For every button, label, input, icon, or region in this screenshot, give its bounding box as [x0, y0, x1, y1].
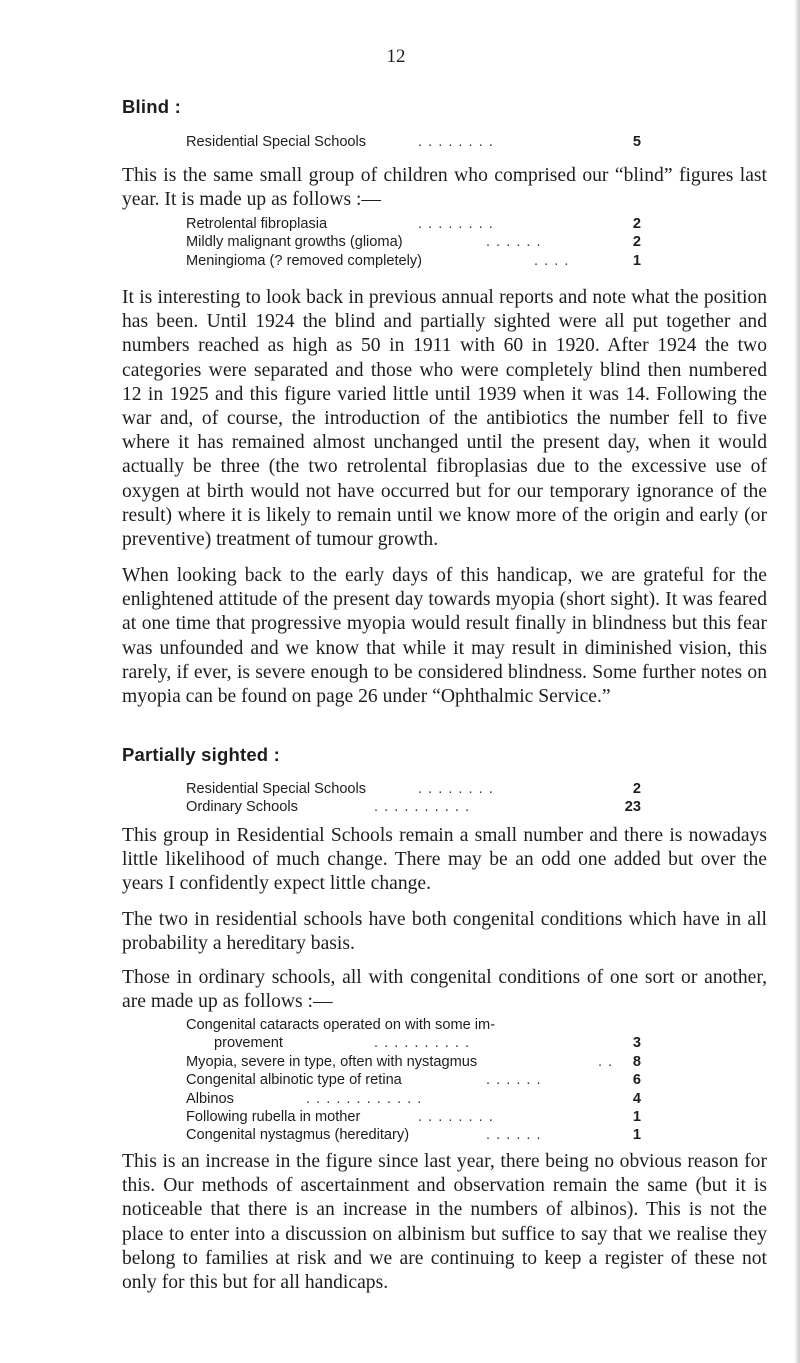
paragraph-intro: This is the same small group of children who comprised our “blind” figures last year. It is made up as follows :—: [122, 165, 767, 211]
row-label: Myopia, severe in type, often with nystagmus: [186, 1053, 478, 1070]
row-value: 23: [624, 799, 641, 816]
table-row: [186, 1071, 641, 1089]
row-label: Congenital nystagmus (hereditary): [186, 1127, 410, 1144]
row-value: 3: [632, 1035, 641, 1052]
table-row: [186, 1108, 641, 1126]
paragraph-history: It is interesting to look back in previous annual reports and note what the position has been. Until 1924 the blind and partially sighted were all put together and numbers reached as high as 50 in 1911 with 60 in 1920. After 1924 the two categories were separated and those who were completely blind then numbered 12 in 1925 and this figure varied little until 1939 when it was 14. Following the war and, of course, the introduction of the antibiotics the number fell to five where it has remained almost unchanged until the present day, when it would actually be three (the two retrolental fibroplasias due to the excessive use of oxygen at birth would not have occurred but for our temporary ignorance of the result) where it is likely to remain until we know more of the origin and early (or preventive) treatment of tumour growth.: [122, 287, 767, 551]
section-heading-blind: Blind :: [122, 96, 181, 117]
row-label: Mildly malignant growths (glioma): [186, 234, 403, 251]
row-label: Meningioma (? removed completely): [186, 252, 423, 269]
leader-dots: . .: [598, 1053, 614, 1070]
blind-residential-table: [186, 133, 641, 151]
leader-dots: . . . .: [534, 252, 570, 269]
leader-dots: . . . . . . . .: [418, 134, 494, 150]
row-value: 5: [632, 134, 641, 150]
leader-dots: . . . . . .: [486, 1072, 542, 1089]
row-value: 6: [632, 1072, 641, 1089]
table-row: [186, 1126, 641, 1144]
leader-dots: . . . . . .: [486, 234, 542, 251]
paragraph-residential: This group in Residential Schools remain a small number and there is nowadays little likelihood of much change. There may be an odd one added but over the years I confidently expect little change.: [122, 825, 767, 895]
table-row: [186, 1034, 641, 1052]
row-label: Congenital cataracts operated on with some im-: [186, 1017, 496, 1033]
table-row: [186, 1016, 641, 1034]
leader-dots: . . . . . . . .: [418, 216, 494, 232]
row-value: 2: [632, 216, 641, 232]
table-row: [186, 1053, 641, 1071]
table-row: [186, 233, 641, 251]
row-value: 8: [632, 1053, 641, 1070]
table-row: [186, 780, 641, 798]
leader-dots: . . . . . . . . . .: [374, 799, 471, 816]
leader-dots: . . . . . . . .: [418, 781, 494, 797]
row-label: Residential Special Schools: [186, 134, 367, 150]
table-row: [186, 252, 641, 270]
row-label: Albinos: [186, 1090, 234, 1107]
leader-dots: . . . . . . . . . .: [374, 1035, 471, 1052]
row-label: Retrolental fibroplasia: [186, 216, 328, 232]
row-label: Residential Special Schools: [186, 781, 367, 797]
paragraph-increase: This is an increase in the figure since last year, there being no obvious reason for this. Our methods of ascertainment and observation remain the same (but it is noticeable that there is an increase in the numbers of albinos). This is not the place to enter into a discussion on albinism but suffice to say that we realise they belong to families at risk and we are continuing to keep a register of these not only for this but for all handicaps.: [122, 1151, 767, 1294]
row-value: 1: [632, 1127, 641, 1144]
table-row: [186, 133, 641, 151]
row-value: 2: [632, 781, 641, 797]
conditions-table: [186, 1016, 641, 1145]
row-label: Following rubella in mother: [186, 1108, 361, 1125]
row-value: 2: [632, 234, 641, 251]
blind-causes-table: [186, 215, 641, 270]
leader-dots: . . . . . .: [486, 1127, 542, 1144]
table-row: [186, 1090, 641, 1108]
partially-sighted-schools-table: [186, 780, 641, 817]
paragraph-myopia: When looking back to the early days of this handicap, we are grateful for the enlightened attitude of the present day towards myopia (short sight). It was feared at one time that progressive myopia would result finally in blindness but this fear was unfounded and we know that while it may result in diminished vision, this rarely, if ever, is severe enough to be considered blindness. Some further notes on myopia can be found on page 26 under “Ophthalmic Service.”: [122, 565, 767, 708]
leader-dots: . . . . . . . .: [418, 1108, 494, 1125]
page-edge-shadow: [794, 0, 800, 1363]
page-number: 12: [386, 46, 406, 67]
row-label: Ordinary Schools: [186, 799, 298, 816]
paragraph-congenital: The two in residential schools have both congenital conditions which have in all probability a hereditary basis.: [122, 909, 767, 955]
paragraph-ordinary: Those in ordinary schools, all with congenital conditions of one sort or another, are made up as follows :—: [122, 967, 767, 1013]
table-row: [186, 798, 641, 816]
row-value: 1: [632, 1108, 641, 1125]
row-label: Congenital albinotic type of retina: [186, 1072, 402, 1089]
section-heading-partially-sighted: Partially sighted :: [122, 744, 281, 765]
row-value: 1: [632, 252, 641, 269]
row-label-continuation: provement: [214, 1035, 283, 1052]
table-row: [186, 215, 641, 233]
leader-dots: . . . . . . . . . . . .: [306, 1090, 423, 1107]
row-value: 4: [632, 1090, 641, 1107]
